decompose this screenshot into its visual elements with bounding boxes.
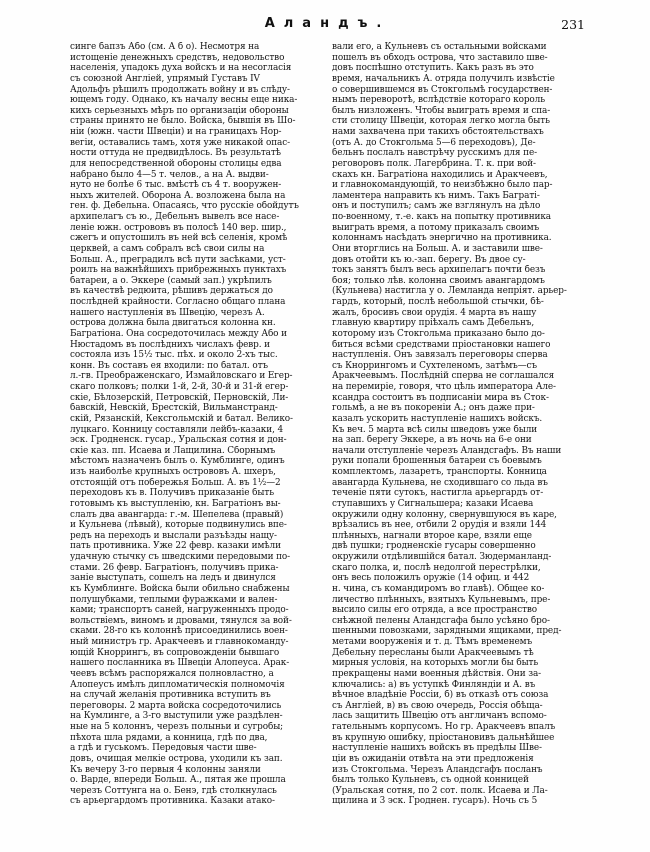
text-line: въ крупную ошибку, пріостановивъ дальнѣйшее xyxy=(332,732,555,743)
text-line: сти столицу Швеціи, которая легко могла быть xyxy=(332,116,550,127)
text-line: былъ низложенъ. Чтобы выиграть время и спа- xyxy=(332,105,551,116)
text-line: ламентера направить къ нимъ. Такъ Баграті- xyxy=(332,190,540,201)
text-line: казалъ ускорить наступленіе нашихъ войскъ. xyxy=(332,413,543,424)
text-line: биться всѣми средствами пріостановки нашего xyxy=(332,339,551,350)
text-line: съ Кноррингомъ и Сухтеленомъ, затѣмъ—съ xyxy=(332,360,537,371)
running-title: Аландъ. xyxy=(264,16,391,31)
text-line: окружили одну колонну, свернувшуюся въ каре, xyxy=(332,509,557,520)
text-line: слалъ два авангарда: г.-м. Шепелева (правый) xyxy=(70,509,284,520)
text-line: изъ наиболѣе крупныхъ острововъ А. шхеръ, xyxy=(70,467,276,477)
text-line: о совершившемся въ Стокгольмѣ государствен- xyxy=(332,84,553,95)
text-line: руки попали брошенныя батареи съ боевымъ xyxy=(332,456,542,467)
text-line: истощеніе денежныхъ средствъ, недовольство xyxy=(70,52,285,63)
text-line: переговоры. 2 марта войска сосредоточились xyxy=(70,700,282,711)
text-line: редъ на переходъ и выслали разъѣзды нащу- xyxy=(70,530,277,541)
text-line: начали отступленіе черезъ Аландсгафъ. Въ наши xyxy=(332,445,562,456)
text-line: церквей, а самъ собралъ всѣ свои силы на xyxy=(70,243,265,254)
text-line: съ союзной Англіей, упрямый Густавъ IV xyxy=(70,73,260,84)
text-line: отстоящій отъ побережья Больш. А. въ 1½—2 xyxy=(70,477,281,488)
text-line: для непосредственной обороны столицы едва xyxy=(70,158,282,169)
text-line: врѣзались въ нее, отбили 2 орудія и взяли 144 xyxy=(332,520,547,531)
text-line: по-военному, т.-е. какъ на попытку противника xyxy=(332,212,551,222)
text-line: онъ весь положилъ оружіе (14 офиц. и 442 xyxy=(332,573,530,584)
text-line: съ Англіей, в) въ свою очередь, Россія обѣща- xyxy=(332,700,543,711)
text-line: эск. Гродненск. гусар., Уральская сотня и дон- xyxy=(70,435,287,446)
text-line: заніе выступать, сошелъ на ледъ и двинулся xyxy=(70,573,276,584)
text-line: бавскій, Невскій, Брестскій, Вильманстранд- xyxy=(70,403,278,414)
text-line: скаго полковъ; полки 1-й, 2-й, 30-й и 31-й егер- xyxy=(70,382,289,392)
text-line: лась защитить Швецію отъ англичанъ вспомо- xyxy=(332,711,547,722)
text-line: ный министръ гр. Аракчеевъ и главнокоманду- xyxy=(70,637,289,647)
text-line: боя; только лѣв. колонна своимъ авангардомъ xyxy=(332,275,545,286)
text-line: изъ Стокгольма. Черезъ Аландсгафъ посланъ xyxy=(332,764,543,775)
text-line: реговоровъ полк. Лагербрина. Т. к. при вой- xyxy=(332,158,536,169)
text-line: Аракчеевымъ. Послѣдній сперва не соглашался xyxy=(332,371,555,382)
text-line: плѣнныхъ, нагнали второе каре, взяли еще xyxy=(332,530,532,541)
text-line: Дебельну пересланы были Аракчеевымъ тѣ xyxy=(332,647,534,658)
text-line: полушубками, теплыми фуражками и вален- xyxy=(70,594,278,605)
text-line: Больш. А., преградилъ всѣ пути засѣками, уст- xyxy=(70,254,286,265)
text-line: шенными повозками, зарядными ящиками, пред- xyxy=(332,626,562,637)
text-line: снѣжной пелены Аландсгафа было усѣяно бро- xyxy=(332,615,550,626)
text-line: ціи въ ожиданіи отвѣта на эти предложенія xyxy=(332,753,534,764)
text-line: (Кульнева) настигла у о. Лемланда непріят. арьер- xyxy=(332,286,567,297)
text-line: стами. 26 февр. Багратіонъ, получивъ прика- xyxy=(70,562,279,573)
text-line: ющій Кноррингъ, въ сопровожденіи бывшаго xyxy=(70,647,280,658)
text-line: вегіи, оставались тамъ, хотя уже никакой опас- xyxy=(70,137,291,148)
text-line: о. Варде, впереди Больш. А., пятая же прошла xyxy=(70,775,286,786)
text-line: ксандра состоитъ въ подписаніи мира въ Сток- xyxy=(332,392,549,403)
text-line: довъ отойти къ ю.-зап. берегу. Въ двое су- xyxy=(332,254,526,265)
text-line: на зап. берегу Эккере, а въ ночь на 6-е они xyxy=(332,435,532,446)
left-column xyxy=(70,42,323,808)
text-line: токъ занятъ былъ весь архипелагъ почти безъ xyxy=(332,265,546,276)
text-line: ключались: а) въ уступкѣ Финляндіи и А. въ xyxy=(332,679,536,690)
right-column xyxy=(332,42,585,808)
text-line: готовымъ къ выступленію, кн. Багратіонъ вы- xyxy=(70,498,281,509)
text-line: авангарда Кульнева, не сходившаго со льда въ xyxy=(332,477,548,488)
text-line: которому изъ Стокгольма приказано было до- xyxy=(332,328,545,339)
text-line: сжегъ и опустошилъ въ ней всѣ селенія, кромѣ xyxy=(70,233,288,244)
text-line: л.-гв. Преображенскаго, Измайловскаго и Егер- xyxy=(70,371,293,382)
text-line: пошелъ въ обходъ острова, что заставило шве- xyxy=(332,52,548,63)
text-line: ками; транспортъ саней, нагруженныхъ продо- xyxy=(70,605,289,616)
text-line: довъ поспѣшно отступить. Какъ разъ въ это xyxy=(332,63,534,74)
text-line: гардъ, который, послѣ небольшой стычки, бѣ- xyxy=(332,297,544,307)
text-line: съ арьергардомъ противника. Казаки атако- xyxy=(70,796,275,807)
text-line: метами вооруженія и т. д. Тѣмъ временемъ xyxy=(332,637,533,647)
text-line: въ качествѣ редюита, рѣшивъ держаться до xyxy=(70,286,273,297)
text-line: ющемъ году. Однако, къ началу весны еще ника- xyxy=(70,95,298,106)
text-line: синге бапзъ Або (см. А б о). Несмотря на xyxy=(70,42,260,52)
text-line: мѣстомъ назначенъ былъ о. Кумблинге, одинъ xyxy=(70,456,285,467)
text-line: гольмѣ, а не въ покореніи А.; онъ даже при- xyxy=(332,403,535,414)
text-line: ные на 5 колоннъ, черезъ полыньи и сугробы; xyxy=(70,722,284,732)
text-line: Къ веч. 5 марта всѣ силы шведовъ уже были xyxy=(332,424,538,435)
text-line: удачную стычку съ шведскими передовыми по- xyxy=(70,552,291,562)
text-line: пѣхота шла рядами, а конница, гдѣ по два, xyxy=(70,732,268,743)
text-line: а гдѣ и гуськомъ. Передовыя части шве- xyxy=(70,743,257,754)
text-line: послѣдней крайности. Согласно общаго плана xyxy=(70,297,286,307)
text-line: скій, Рязанскій, Кексгольмскій и батал. Велико- xyxy=(70,413,293,424)
text-line: ныхъ жителей. Оборона А. возложена была на xyxy=(70,190,286,201)
text-line: на перемиріе, говоря, что цѣль императора Але- xyxy=(332,382,556,392)
text-line: черезъ Соттунга на о. Бенэ, гдѣ столкнулась xyxy=(70,785,277,796)
text-line: окружили отдѣлившійся батал. Зюдерманланд- xyxy=(332,552,552,562)
text-line: нами захвачена при такихъ обстоятельствахъ xyxy=(332,127,544,137)
text-line: роилъ на важнѣйшихъ прибрежныхъ пунктахъ xyxy=(70,265,287,276)
text-columns xyxy=(70,42,585,808)
text-line: ген. ф. Дебельна. Опасаясь, что русскіе обойдутъ xyxy=(70,201,299,212)
text-line: на случай желанія противника вступить въ xyxy=(70,690,271,701)
text-line: Багратіона. Она сосредоточилась между Або и xyxy=(70,328,287,339)
text-line: щилина и 3 эск. Гроднен. гусаръ). Ночь съ 5 xyxy=(332,796,538,807)
text-line: на Кумлинге, а 3-го выступили уже раздѣлен- xyxy=(70,711,283,722)
text-line: Они вторглись на Больш. А. и заставили шве- xyxy=(332,243,543,254)
text-line: ности оттуда не предвидѣлось. Въ результатѣ xyxy=(70,148,281,159)
text-line: жалъ, бросивъ свои орудія. 4 марта въ нашу xyxy=(332,307,537,318)
text-line: скаго полка, и, послѣ недолгой перестрѣлки, xyxy=(332,562,541,573)
text-line: гательнымъ корпусомъ. Но гр. Аракчеевъ впалъ xyxy=(332,722,556,732)
page-header xyxy=(70,16,585,36)
text-line: конн. Въ составъ ея входили: по батал. отъ xyxy=(70,360,268,371)
text-line: двѣ пушки; гродненскіе гусары совершенно xyxy=(332,541,536,552)
text-line: скіе каз. пп. Исаева и Лащилина. Сборнымъ xyxy=(70,445,276,456)
text-line: Алопеусъ имѣлъ дипломатическія полномочія xyxy=(70,679,285,690)
text-line: теченіе пяти сутокъ, настигла арьергардъ от- xyxy=(332,488,544,499)
text-line: главную квартиру пріѣхалъ самъ Дебельнъ, xyxy=(332,318,535,329)
text-line: бельнъ послалъ навстрѣчу русскимъ для пе- xyxy=(332,148,538,159)
text-line: онъ и поступилъ; самъ же взглянулъ на дѣло xyxy=(332,201,541,212)
text-line: луцкаго. Конницу составляли лейбъ-казаки, 4 xyxy=(70,424,284,435)
text-line: архипелагъ съ ю., Дебельнъ вывелъ все насе- xyxy=(70,212,280,222)
text-line: чеевъ всѣмъ распоряжался полновластно, а xyxy=(70,668,274,679)
text-line: къ Кумблинге. Войска были обильно снабжены xyxy=(70,583,290,594)
text-line: Адольфъ рѣшилъ продолжать войну и въ слѣду- xyxy=(70,84,290,95)
text-line: Къ вечеру 3-го первыя 4 колонны заняли xyxy=(70,764,261,775)
text-line: вольствіемъ, виномъ и дровами, тянулся за вой- xyxy=(70,615,292,626)
text-line: наступленіе нашихъ войскъ въ предѣлы Шве- xyxy=(332,743,542,754)
text-line: Нюстадомъ въ послѣднихъ числахъ февр. и xyxy=(70,339,270,350)
text-line: вали его, а Кульневъ съ остальными войсками xyxy=(332,42,547,52)
text-line: населенія, упадокъ духа войскъ и на несогласія xyxy=(70,63,292,74)
text-line: былъ только Кульневъ, съ одной конницей xyxy=(332,775,529,786)
text-line: страны принято не было. Войска, бывшія въ Шо- xyxy=(70,116,296,127)
text-line: батареи, а о. Эккере (самый зап.) укрѣпилъ xyxy=(70,275,272,286)
text-line: скахъ кн. Багратіона находились и Аракчеевъ, xyxy=(332,169,548,180)
text-line: выиграть время, а потому приказалъ своимъ xyxy=(332,222,540,233)
text-line: кихъ серьезныхъ мѣръ по организаціи обороны xyxy=(70,105,289,116)
text-line: переходовъ къ в. Получивъ приказаніе быть xyxy=(70,488,274,499)
text-line: нуто не болѣе 6 тыс. вмѣстѣ съ 4 т. вооружен- xyxy=(70,180,282,191)
text-line: состояла изъ 15½ тыс. пѣх. и около 2-хъ тыс. xyxy=(70,350,278,361)
text-line: и главнокомандующій, то неизбѣжно было пар- xyxy=(332,180,553,191)
text-line: нымъ переворотѣ, вслѣдствіе котораго король xyxy=(332,95,545,106)
text-line: вѣчное владѣніе Россіи, б) въ отказѣ отъ союза xyxy=(332,690,549,701)
text-line: пать противника. Уже 22 февр. казаки имѣли xyxy=(70,541,281,552)
text-line: скіе, Бѣлозерскій, Петровскій, Перновскій, Ли- xyxy=(70,392,289,403)
text-line: колоннамъ насѣдать энергично на противника. xyxy=(332,233,552,244)
text-line: прекращены нами военныя дѣйствія. Они за- xyxy=(332,668,542,679)
text-line: высило силы его отряда, а все пространство xyxy=(332,605,538,616)
text-line: н. чина, съ командиромъ во главѣ). Общее ко- xyxy=(332,583,545,594)
text-line: набрано было 4—5 т. челов., а на А. выдви- xyxy=(70,169,269,180)
text-line: наступленія. Онъ завязалъ переговоры сперва xyxy=(332,350,548,361)
text-line: (Уральская сотня, по 2 сот. полк. Исаева и Ла- xyxy=(332,785,548,796)
text-line: ступавшихъ у Сигнальшера; казаки Исаева xyxy=(332,498,534,509)
text-line: время, начальникъ А. отряда получилъ извѣстіе xyxy=(332,73,555,84)
text-line: нашего посланника въ Швеціи Алопеуса. Арак- xyxy=(70,658,290,669)
text-line: леніе южн. острововъ въ полосѣ 140 вер. шир., xyxy=(70,222,287,233)
text-line: мирныя условія, на которыхъ могли бы быть xyxy=(332,658,539,669)
text-line: сками. 28-го къ колоннѣ присоединились воен- xyxy=(70,626,288,637)
text-line: острова должна была двигаться колонна кн. xyxy=(70,318,276,329)
text-line: и Кульнева (лѣвый), которые подвинулись впе- xyxy=(70,520,287,531)
text-line: ніи (южн. части Швеціи) и на границахъ Нор- xyxy=(70,127,282,137)
text-line: личество плѣнныхъ, взятыхъ Кульневымъ, пре- xyxy=(332,594,551,605)
text-line: (отъ А. до Стокгольма 5—6 переходовъ), Де- xyxy=(332,137,536,148)
text-line: комплектомъ, лазаретъ, транспорты. Конница xyxy=(332,467,547,477)
text-line: нашего наступленія въ Швецію, черезъ А. xyxy=(70,307,265,318)
page-number: 231 xyxy=(561,17,585,32)
text-line: довъ, очищая мелкіе острова, уходили къ зап. xyxy=(70,753,283,764)
